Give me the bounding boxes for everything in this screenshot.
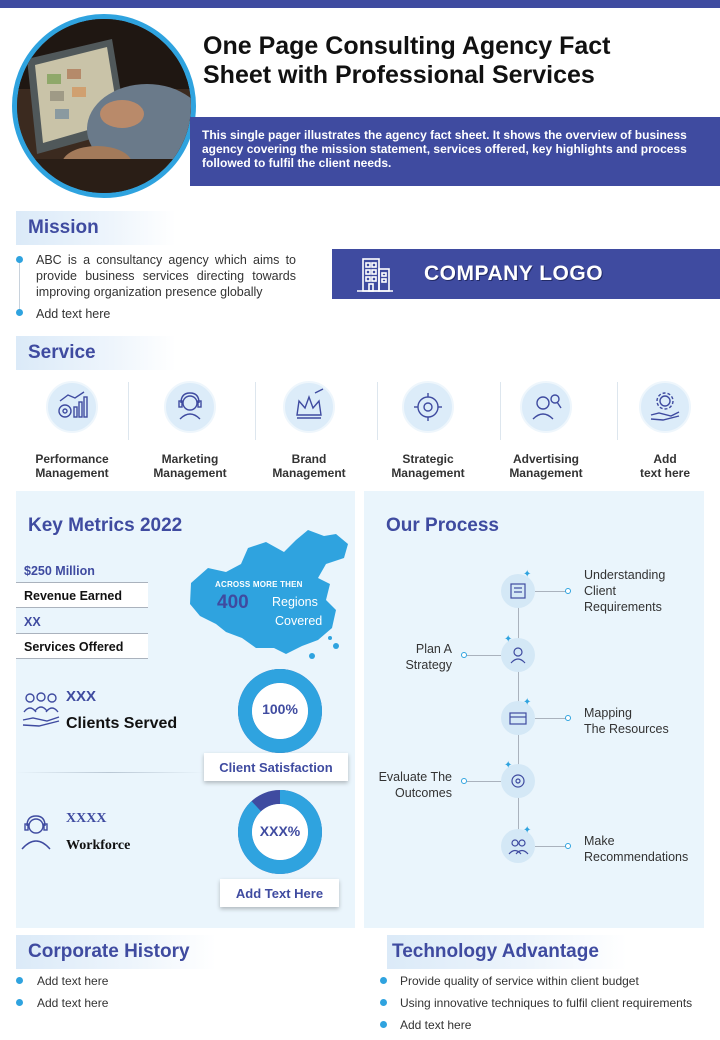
process-connector [535, 846, 567, 847]
company-logo-text: COMPANY LOGO [424, 262, 604, 285]
advertising-icon [520, 381, 572, 433]
process-connector [535, 591, 567, 592]
technology-bullet-dot [380, 1021, 387, 1028]
mission-heading-text: Mission [28, 217, 99, 238]
title-line-2: Sheet with Professional Services [203, 61, 595, 89]
process-heading: Our Process [386, 515, 499, 536]
process-label-line: Make [584, 834, 615, 848]
service-label-add [606, 452, 720, 480]
process-label-line: Recommendations [584, 850, 689, 864]
mission-item: Add text here [36, 307, 111, 321]
service-label-line: Management [509, 466, 583, 480]
description-banner [190, 117, 720, 186]
technology-item: Using innovative techniques to fulfil client requirements [400, 996, 693, 1010]
service-label-line: text here [639, 466, 691, 480]
process-label-line: Client [584, 584, 616, 598]
technology-item: Provide quality of service within client budget [400, 974, 639, 988]
satisfaction-card [204, 753, 348, 781]
process-connector-dot [461, 652, 467, 658]
mission-item: ABC is a consultancy agency which aims to provide business services directing towards improving organization presence globally [36, 253, 296, 299]
service-label-line: Management [153, 466, 227, 480]
process-connector-dot [565, 588, 571, 594]
history-item: Add text here [37, 974, 109, 988]
process-step-label-2 [380, 641, 452, 673]
clients-value: XXX [66, 688, 97, 705]
service-label-brand [250, 452, 368, 480]
metrics-divider [16, 772, 204, 773]
process-step-label-5 [584, 833, 688, 865]
handshake-gear-icon [639, 381, 691, 433]
workforce-pct-label: XXX% [259, 823, 301, 839]
service-label-line: Add [653, 452, 677, 466]
clients-label: Clients Served [66, 715, 178, 732]
process-connector-dot [565, 715, 571, 721]
satisfaction-value: 100% [262, 701, 298, 717]
process-connector [467, 781, 501, 782]
process-label-line: Mapping [584, 706, 632, 720]
regions-label-line1: Regions [272, 595, 318, 609]
page-title [203, 32, 703, 90]
sparkle-icon: ✦ [504, 634, 513, 645]
process-label-line: Understanding [584, 568, 666, 582]
service-label-marketing [131, 452, 249, 480]
process-label-line: Plan A [415, 642, 452, 656]
history-bullet-dot [16, 999, 23, 1006]
service-label-advertising [487, 452, 605, 480]
marketing-icon [164, 381, 216, 433]
process-connector-dot [565, 843, 571, 849]
services-label: Services Offered [16, 634, 148, 659]
title-line-1: One Page Consulting Agency Fact [203, 32, 611, 60]
service-label-line: Brand [291, 452, 327, 466]
service-divider [128, 382, 129, 440]
process-connector [467, 655, 501, 656]
description-text: This single pager illustrates the agency fact sheet. It shows the overview of business agency covering the mission statement, services offered, key highlights and process followed to fulfil the client needs. [202, 128, 687, 170]
regions-value: 400 [217, 592, 249, 613]
process-label-line: Requirements [584, 600, 662, 614]
service-divider [500, 382, 501, 440]
technology-item: Add text here [400, 1018, 472, 1032]
mission-timeline-line [19, 260, 20, 315]
add-text-card [220, 879, 339, 907]
workforce-value: XXXX [66, 811, 107, 826]
process-label-line: The Resources [584, 722, 669, 736]
revenue-value: $250 Million [16, 558, 148, 583]
satisfaction-label: Client Satisfaction [219, 760, 333, 775]
top-accent-bar [0, 0, 720, 8]
strategy-icon [402, 381, 454, 433]
technology-bullet-dot [380, 999, 387, 1006]
regions-label-line2: Covered [275, 614, 323, 628]
service-label-line: Management [272, 466, 346, 480]
process-connector-dot [461, 778, 467, 784]
building-icon [355, 255, 395, 298]
revenue-label: Revenue Earned [16, 583, 148, 608]
sparkle-icon: ✦ [504, 760, 513, 771]
add-text-label: Add Text Here [235, 886, 324, 901]
process-step-label-4 [368, 769, 452, 801]
technology-heading-text: Technology Advantage [392, 941, 599, 962]
service-heading [16, 336, 176, 370]
service-label-line: Marketing [161, 452, 219, 466]
process-label-line: Outcomes [395, 786, 452, 800]
key-metrics-heading: Key Metrics 2022 [28, 515, 183, 536]
mission-heading [16, 211, 176, 245]
service-divider [617, 382, 618, 440]
technology-heading [387, 935, 627, 969]
clients-icon [21, 690, 61, 735]
map-caption: ACROSS MORE THEN [215, 580, 303, 589]
sparkle-icon: ✦ [523, 569, 532, 580]
service-divider [255, 382, 256, 440]
hero-photo [12, 14, 196, 198]
service-heading-text: Service [28, 342, 96, 363]
mission-bullet-dot [16, 256, 23, 263]
sparkle-icon: ✦ [523, 825, 532, 836]
history-bullet-dot [16, 977, 23, 984]
service-label-line: Performance [35, 452, 109, 466]
workforce-icon [19, 813, 53, 858]
process-connector [535, 718, 567, 719]
workforce-label: Workforce [66, 838, 131, 853]
service-label-line: Advertising [512, 452, 579, 466]
services-value: XX [16, 609, 148, 634]
service-label-line: Management [35, 466, 109, 480]
process-label-line: Evaluate The [378, 770, 452, 784]
mission-bullet-dot [16, 309, 23, 316]
process-step-label-1 [584, 567, 665, 615]
service-label-strategic [369, 452, 487, 480]
history-item: Add text here [37, 996, 109, 1010]
service-divider [377, 382, 378, 440]
china-map [186, 528, 352, 668]
process-step-label-3 [584, 705, 669, 737]
corporate-history-heading [16, 935, 216, 969]
performance-icon [46, 381, 98, 433]
brand-icon [283, 381, 335, 433]
service-label-line: Management [391, 466, 465, 480]
service-label-line: Strategic [402, 452, 454, 466]
service-label-performance [13, 452, 131, 480]
process-label-line: Strategy [405, 658, 452, 672]
technology-bullet-dot [380, 977, 387, 984]
corporate-history-heading-text: Corporate History [28, 941, 190, 962]
sparkle-icon: ✦ [523, 697, 532, 708]
